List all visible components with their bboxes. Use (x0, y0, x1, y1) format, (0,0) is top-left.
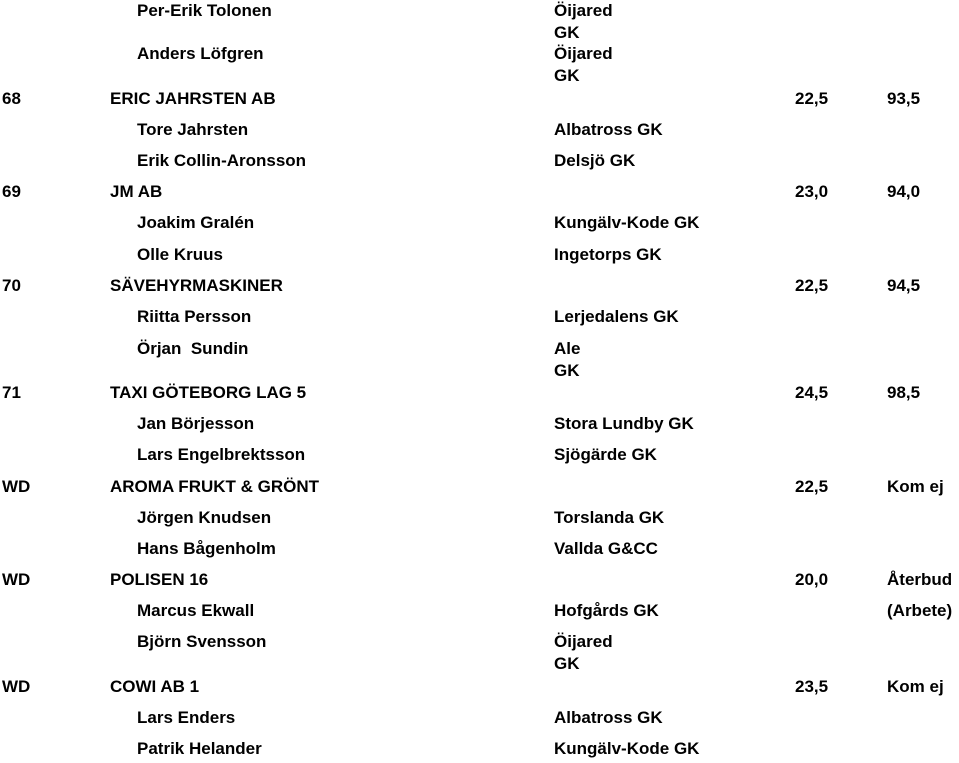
player-name: Örjan Sundin (137, 339, 249, 358)
club-line-1: Öijared (554, 632, 613, 651)
team-name: COWI AB 1 (110, 677, 200, 696)
team-total: 98,5 (887, 383, 921, 402)
team-place: 68 (2, 89, 21, 108)
player-row (0, 444, 959, 466)
player-row (0, 306, 959, 328)
player-name: Hans Bågenholm (137, 539, 276, 558)
player-name: Lars Enders (137, 708, 236, 727)
player-name: Tore Jahrsten (137, 120, 249, 139)
team-total: Återbud (887, 570, 953, 589)
player-name: Lars Engelbrektsson (137, 445, 306, 464)
team-place: 69 (2, 182, 21, 201)
player-name: Anders Löfgren (137, 44, 264, 63)
team-score: 22,5 (795, 477, 829, 496)
club-line-1: Öijared (554, 1, 613, 20)
team-row (0, 275, 959, 297)
team-total: 94,0 (887, 182, 921, 201)
player-row (0, 507, 959, 529)
team-score: 22,5 (795, 89, 829, 108)
player-row (0, 600, 959, 622)
club-line-1: Öijared (554, 44, 613, 63)
team-row (0, 88, 959, 110)
team-name: TAXI GÖTEBORG LAG 5 (110, 383, 307, 402)
player-name: Jörgen Knudsen (137, 508, 272, 527)
player-club: Delsjö GK (554, 151, 636, 170)
player-row (0, 738, 959, 760)
team-place: 71 (2, 383, 21, 402)
player-club: Kungälv-Kode GK (554, 213, 700, 232)
club-line-2: GK (554, 654, 580, 673)
player-row (0, 707, 959, 729)
player-club: Torslanda GK (554, 508, 665, 527)
team-row (0, 569, 959, 591)
player-row (0, 338, 959, 380)
player-club (554, 338, 580, 382)
club-line-2: GK (554, 66, 580, 85)
team-name: JM AB (110, 182, 163, 201)
player-row (0, 212, 959, 234)
player-row (0, 43, 959, 85)
team-score: 23,0 (795, 182, 829, 201)
team-place: 70 (2, 276, 21, 295)
player-name: Jan Börjesson (137, 414, 255, 433)
team-row (0, 382, 959, 404)
player-club: Ingetorps GK (554, 245, 662, 264)
player-name: Erik Collin-Aronsson (137, 151, 307, 170)
player-row (0, 538, 959, 560)
team-total: 94,5 (887, 276, 921, 295)
team-score: 20,0 (795, 570, 829, 589)
player-row (0, 119, 959, 141)
team-score: 24,5 (795, 383, 829, 402)
player-club: Vallda G&CC (554, 539, 658, 558)
player-club: Stora Lundby GK (554, 414, 694, 433)
team-score: 22,5 (795, 276, 829, 295)
player-club (554, 0, 613, 44)
player-club: Albatross GK (554, 708, 663, 727)
player-club: Hofgårds GK (554, 601, 659, 620)
player-name: Marcus Ekwall (137, 601, 255, 620)
team-total: Kom ej (887, 477, 944, 496)
player-club (554, 631, 613, 675)
player-name: Riitta Persson (137, 307, 252, 326)
player-name: Björn Svensson (137, 632, 267, 651)
player-row (0, 631, 959, 673)
team-name: SÄVEHYRMASKINER (110, 276, 283, 295)
player-name: Patrik Helander (137, 739, 262, 758)
team-total: Kom ej (887, 677, 944, 696)
team-score: 23,5 (795, 677, 829, 696)
team-place: WD (2, 570, 31, 589)
club-line-2: GK (554, 23, 580, 42)
team-name: AROMA FRUKT & GRÖNT (110, 477, 320, 496)
team-place: WD (2, 477, 31, 496)
player-name: Olle Kruus (137, 245, 223, 264)
player-club: Lerjedalens GK (554, 307, 679, 326)
team-row (0, 181, 959, 203)
player-club: Kungälv-Kode GK (554, 739, 700, 758)
player-club (554, 43, 613, 87)
club-line-2: GK (554, 361, 580, 380)
team-name: ERIC JAHRSTEN AB (110, 89, 276, 108)
player-name: Per-Erik Tolonen (137, 1, 272, 20)
player-name: Joakim Gralén (137, 213, 255, 232)
player-row (0, 150, 959, 172)
player-row (0, 413, 959, 435)
player-row (0, 0, 959, 42)
player-note: (Arbete) (887, 601, 953, 620)
player-club: Sjögärde GK (554, 445, 657, 464)
club-line-1: Ale (554, 339, 581, 358)
team-name: POLISEN 16 (110, 570, 209, 589)
player-row (0, 244, 959, 266)
team-place: WD (2, 677, 31, 696)
team-row (0, 676, 959, 698)
team-total: 93,5 (887, 89, 921, 108)
player-club: Albatross GK (554, 120, 663, 139)
team-row (0, 476, 959, 498)
